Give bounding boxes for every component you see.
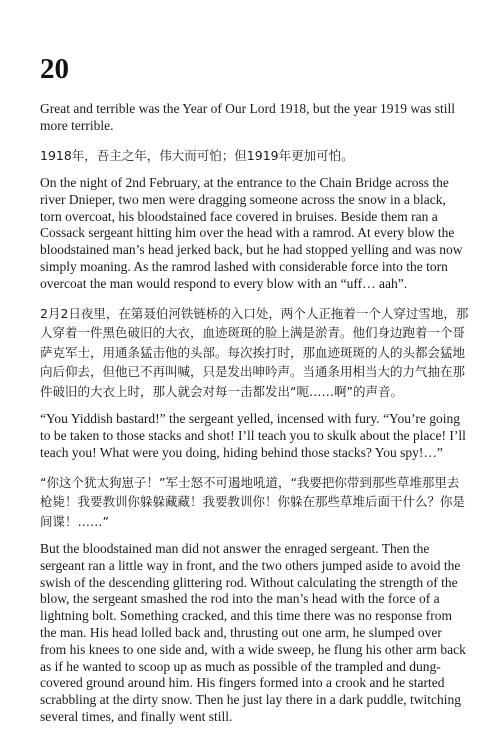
book-page — [40, 55, 470, 737]
paragraph-en-4: But the bloodstained man did not answer the enraged sergeant. Then the sergeant ran a little way in front, and the two others jumped aside to avoid the swish of the descending glittering rod. Without calculating the strength of the blow, the sergeant smashed the rod into the man’s head with the force of a lightning bolt. Something cracked, and this time there was no response from the man. His head lolled back and, thrusting out one arm, he slumped over from his knees to one side and, with a wide sweep, he flung his other arm back as if he wanted to scoop up as much as possible of the trampled and dung-covered ground around him. His fingers formed into a crook and he started scrabbling at the dirty snow. Then he just lay there in a dark puddle, twitching several times, and finally went still. — [40, 541, 466, 725]
paragraph-zh-2: 2月2日夜里，在第聂伯河铁链桥的入口处，两个人正拖着一个人穿过雪地，那人穿着一件黑色破旧的大衣，血迹斑斑的脸上满是淤青。他们身边跑着一个哥萨克军士，用通条猛击他的头部。每次挨打时，那血迹斑斑的人的头都会猛地向后仰去，但他已不再叫喊，只是发出呻吟声。当通条用相当大的力气抽在那件破旧的大衣上时，那人就会对每一击都发出“呃……啊”的声音。 — [40, 305, 469, 399]
paragraph-en-2: On the night of 2nd February, at the entrance to the Chain Bridge across the river Dnieper, two men were dragging someone across the snow in a black, torn overcoat, his bloodstained face covered in bruises. Beside them ran a Cossack sergeant hitting him over the head with a ramrod. At every blow the bloodstained man’s head jerked back, but he had stopped yelling and was now simply moaning. As the ramrod lashed with considerable force into the torn overcoat the man would respond to every blow with an “uff… aah”. — [40, 175, 463, 291]
chapter-number: 20 — [40, 53, 69, 85]
paragraph-en-3: “You Yiddish bastard!” the sergeant yelled, incensed with fury. “You’re going to be taken to those stacks and shot! I’ll teach you to skulk about the place! I’ll teach you! What were you doing, hiding behind those stacks? You spy!…” — [40, 411, 466, 460]
paragraph-en-1: Great and terrible was the Year of Our Lord 1918, but the year 1919 was still more terrible. — [40, 101, 456, 133]
paragraph-zh-3: “你这个犹太狗崽子！”军士怒不可遏地吼道，“我要把你带到那些草堆那里去枪毙！我要教训你躲躲藏藏！我要教训你！你躲在那些草堆后面干什么？你是间谍！……” — [40, 474, 466, 529]
paragraph-zh-1: 1918年，吾主之年，伟大而可怕；但1919年更加可怕。 — [40, 147, 354, 163]
